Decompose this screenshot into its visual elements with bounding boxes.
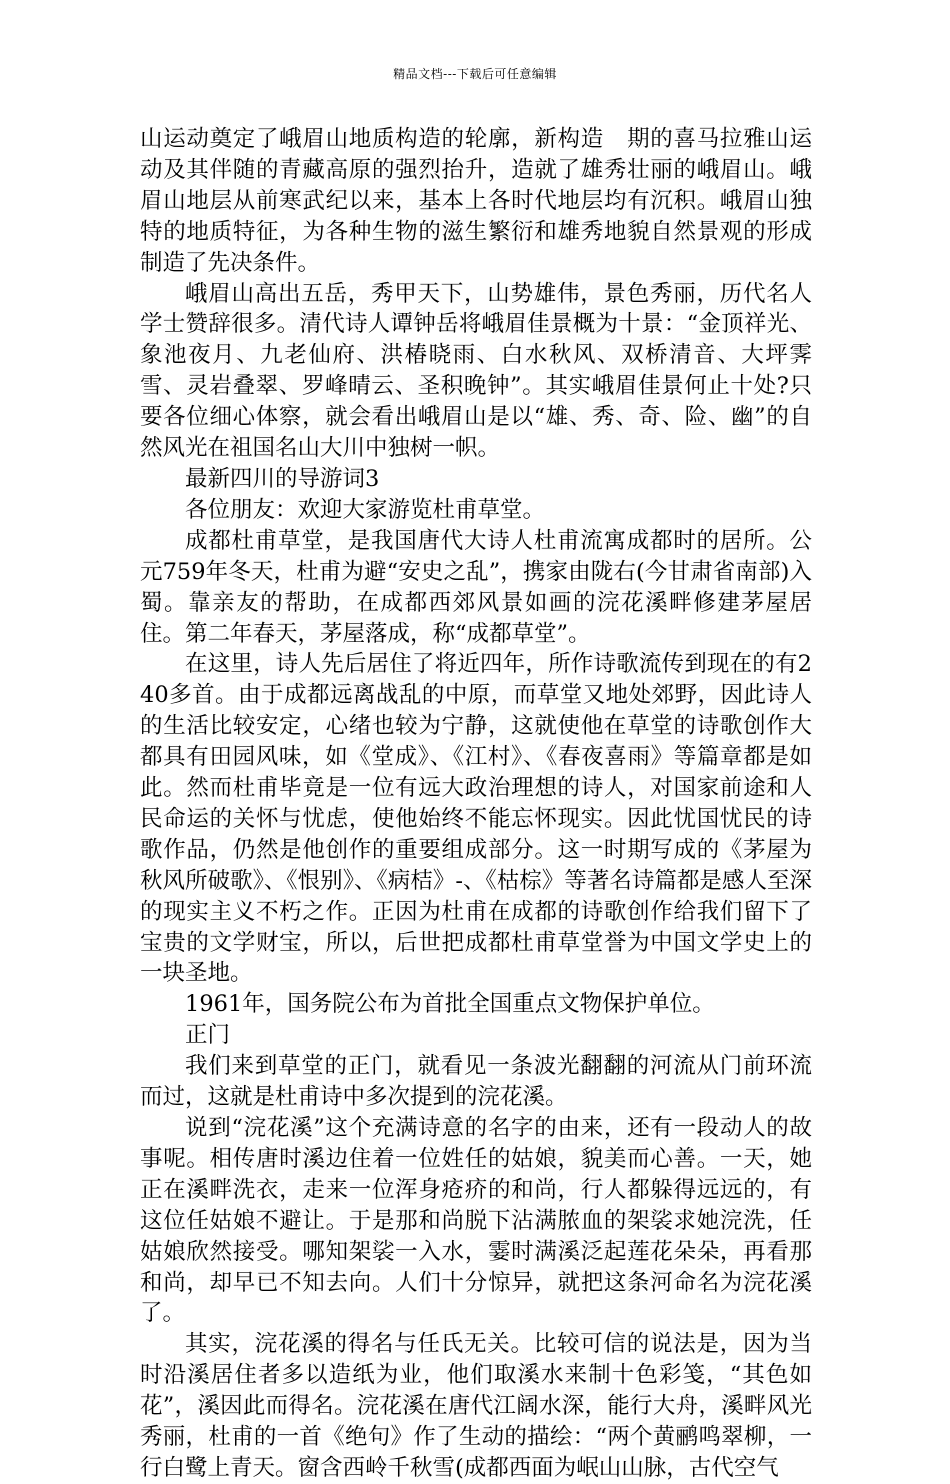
- subheading-main-gate: 正门: [185, 1022, 231, 1049]
- paragraph-main-gate: 我们来到草堂的正门，就看见一条波光翻翻的河流从门前环流而过，这就是杜甫诗中多次提到的浣花溪。: [140, 1053, 812, 1111]
- paragraph-thatched-cottage: 成都杜甫草堂，是我国唐代大诗人杜甫流寓成都时的居所。公元759年冬天，杜甫为避“安史之乱”，携家由陇右(今甘肃省南部)入蜀。靠亲友的帮助，在成都西郊风景如画的浣花溪畔修建茅屋居住。第二年春天，茅屋落成，称“成都草堂”。: [140, 527, 812, 647]
- paragraph-heritage-1961: 1961年，国务院公布为首批全国重点文物保护单位。: [185, 991, 715, 1018]
- paragraph-poetry: 在这里，诗人先后居住了将近四年，所作诗歌流传到现在的有240多首。由于成都远离战乱的中原，而草堂又地处郊野，因此诗人的生活比较安定，心绪也较为宁静，这就使他在草堂的诗歌创作大都具有田园风味，如《堂成》、《江村》、《春夜喜雨》等篇章都是如此。然而杜甫毕竟是一位有远大政治理想的诗人，对国家前途和人民命运的关怀与忧虑，使他始终不能忘怀现实。因此忧国忧民的诗歌作品，仍然是他创作的重要组成部分。这一时期写成的《茅屋为秋风所破歌》、《恨别》、《病桔》-、《枯棕》等著名诗篇都是感人至深的现实主义不朽之作。正因为杜甫在成都的诗歌创作给我们留下了宝贵的文学财宝，所以，后世把成都杜甫草堂誉为中国文学史上的一块圣地。: [140, 651, 812, 987]
- page-header: 精品文档---下载后可任意编辑: [393, 67, 557, 81]
- paragraph-name-origin: 其实，浣花溪的得名与任氏无关。比较可信的说法是，因为当时沿溪居住者多以造纸为业，他们取溪水来制十色彩笺，“其色如花”，溪因此而得名。浣花溪在唐代江阔水深，能行大舟，溪畔风光秀丽，杜甫的一首《绝句》作了生动的描绘：“两个黄鹂鸣翠柳，一行白鹭上青天。窗含西岭千秋雪(成都西面为岷山山脉，古代空气: [140, 1331, 812, 1481]
- section-heading: 最新四川的导游词3: [185, 465, 380, 492]
- paragraph-ten-scenes: 峨眉山高出五岳，秀甲天下，山势雄伟，景色秀丽，历代名人学士赞辞很多。清代诗人谭钟岳将峨眉佳景概为十景：“金顶祥光、象池夜月、九老仙府、洪椿晓雨、白水秋风、双桥清音、大坪霁雪、灵岩叠翠、罗峰晴云、圣积晚钟”。其实峨眉佳景何止十处?只要各位细心体察，就会看出峨眉山是以“雄、秀、奇、险、幽”的自然风光在祖国名山大川中独树一帜。: [140, 280, 812, 462]
- paragraph-geology: 山运动奠定了峨眉山地质构造的轮廓，新构造 期的喜马拉雅山运动及其伴随的青藏高原的强烈抬升，造就了雄秀壮丽的峨眉山。峨眉山地层从前寒武纪以来，基本上各时代地层均有沉积。峨眉山独特的地质特征，为各种生物的滋生繁衍和雄秀地貌自然景观的形成制造了先决条件。: [140, 126, 812, 276]
- paragraph-greeting: 各位朋友：欢迎大家游览杜甫草堂。: [185, 496, 546, 523]
- document-body: [140, 124, 812, 1484]
- paragraph-legend: 说到“浣花溪”这个充满诗意的名字的由来，还有一段动人的故事呢。相传唐时溪边住着一位姓任的姑娘，貌美而心善。一天，她正在溪畔洗衣，走来一位浑身疮疥的和尚，行人都躲得远远的，有这位任姑娘不避让。于是那和尚脱下沾满脓血的架裟求她浣洗，任姑娘欣然接受。哪知架裟一入水，霎时满溪泛起莲花朵朵，再看那和尚，却早已不知去向。人们十分惊异，就把这条河命名为浣花溪了。: [140, 1115, 812, 1327]
